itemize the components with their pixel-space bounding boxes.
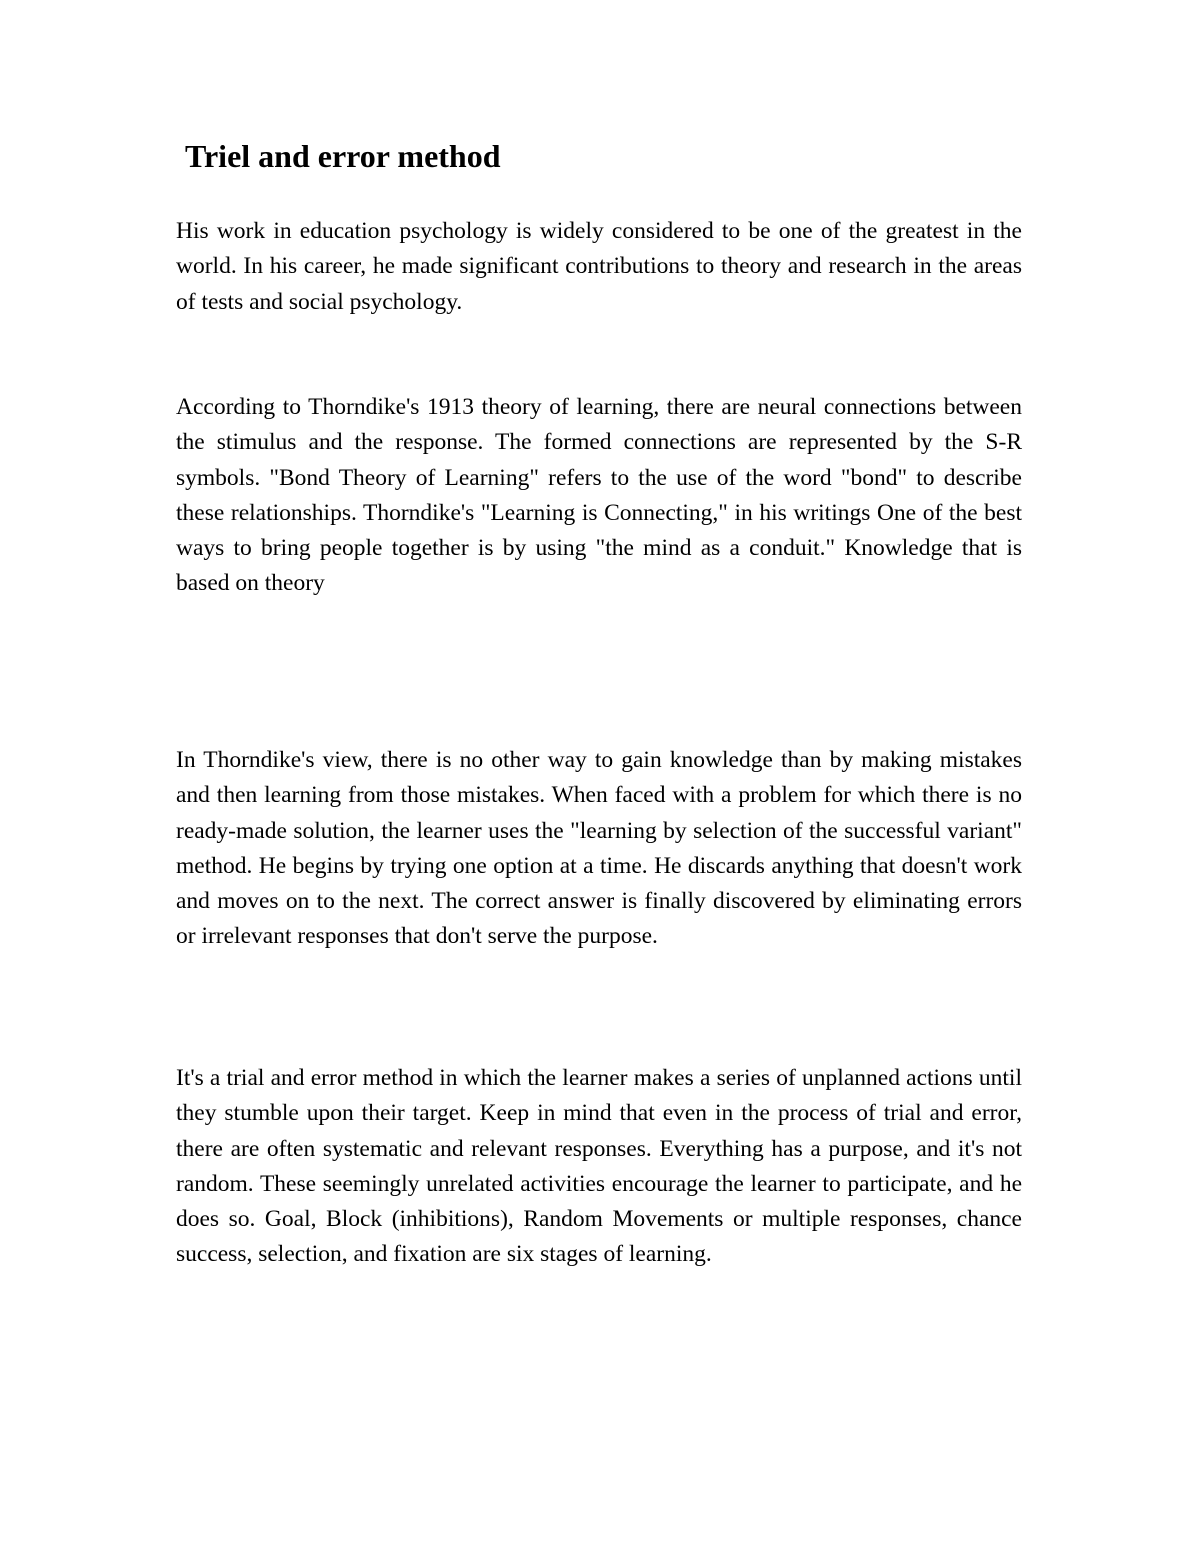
document-title: Triel and error method [185, 138, 501, 174]
paragraph-3: In Thorndike's view, there is no other way to gain knowledge than by making mistakes and then learning from those mistakes. When faced with a problem for which there is no ready-made solution, the learner uses the "learning by selection of the successful variant" method. He begins by trying one option at a time. He discards anything that doesn't work and moves on to the next. The correct answer is finally discovered by eliminating errors or irrelevant responses that don't serve the purpose. [176, 747, 1022, 950]
paragraph-1: His work in education psychology is widely considered to be one of the greatest in the world. In his career, he made significant contributions to theory and research in the areas of tests and social psychology. [176, 218, 1022, 315]
paragraph-2: According to Thorndike's 1913 theory of learning, there are neural connections between the stimulus and the response. The formed connections are represented by the S-R symbols. "Bond Theory of Learning" refers to the use of the word "bond" to describe these relationships. Thorndike's "Learning is Connecting," in his writings One of the best ways to bring people together is by using "the mind as a conduit." Knowledge that is based on theory [176, 394, 1022, 597]
paragraph-4: It's a trial and error method in which the learner makes a series of unplanned actions until they stumble upon their target. Keep in mind that even in the process of trial and error, there are often systematic and relevant responses. Everything has a purpose, and it's not random. These seemingly unrelated activities encourage the learner to participate, and he does so. Goal, Block (inhibitions), Random Movements or multiple responses, chance success, selection, and fixation are six stages of learning. [176, 1065, 1022, 1268]
